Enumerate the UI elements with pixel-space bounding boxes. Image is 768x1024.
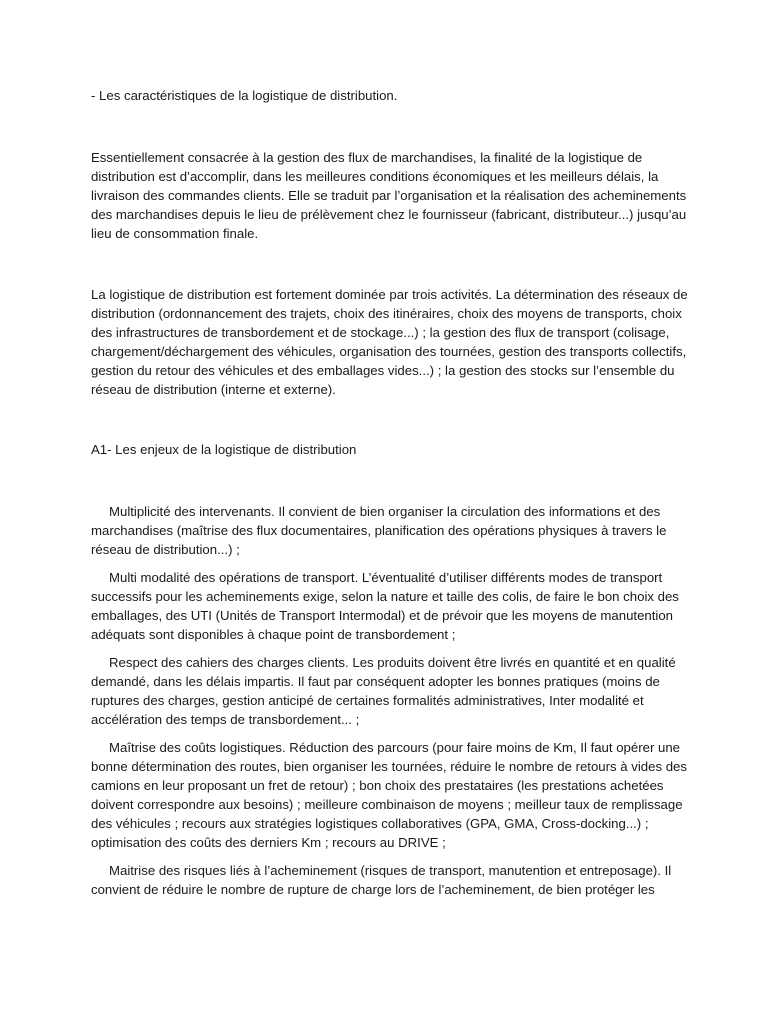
list-item: Multiplicité des intervenants. Il convient de bien organiser la circulation des informations et des marchandises (maîtrise des flux documentaires, planification des opérations physiques à travers le réseau de distribution...) ;	[91, 504, 667, 557]
list-item: Respect des cahiers des charges clients. Les produits doivent être livrés en quantité et en qualité demandé, dans les délais impartis. Il faut par conséquent adopter les bonnes pratiques (moins de ruptures des charges, gestion anticipé de certaines formalités administratives, Inter modalité et accélération des temps de transbordement... ;	[91, 655, 676, 727]
list-item: Maitrise des risques liés à l’acheminement (risques de transport, manutention et entreposage). Il convient de réduire le nombre de rupture de charge lors de l’acheminement, de bien protéger les	[91, 863, 672, 897]
section-heading: - Les caractéristiques de la logistique de distribution.	[91, 88, 398, 103]
list-item: Maîtrise des coûts logistiques. Réduction des parcours (pour faire moins de Km, Il faut opérer une bonne détermination des routes, bien organiser les tournées, réduire le nombre de retours à vides des camions en leur proposant un fret de retour) ; bon choix des prestataires (les prestations achetées doivent correspondre aux besoins) ; meilleure combinaison de moyens ; meilleur taux de remplissage des véhicules ; recours aux stratégies logistiques collaboratives (GPA, GMA, Cross-docking...) ; optimisation des coûts des derniers Km ; recours au DRIVE ;	[91, 740, 687, 850]
subsection-heading: A1- Les enjeux de la logistique de distribution	[91, 442, 357, 457]
paragraph-activities: La logistique de distribution est fortement dominée par trois activités. La détermination des réseaux de distribution (ordonnancement des trajets, choix des itinéraires, choix des moyens de transports, choix des infrastructures de transbordement et de stockage...) ; la gestion des flux de transport (colisage, chargement/déchargement des véhicules, organisation des tournées, gestion des transports collectifs, gestion du retour des véhicules et des emballages vides...) ; la gestion des stocks sur l’ensemble du réseau de distribution (interne et externe).	[91, 287, 688, 397]
paragraph-intro: Essentiellement consacrée à la gestion des flux de marchandises, la finalité de la logistique de distribution est d’accomplir, dans les meilleures conditions économiques et les meilleurs délais, la livraison des commandes clients. Elle se traduit par l’organisation et la réalisation des acheminements des marchandises depuis le lieu de prélèvement chez le fournisseur (fabricant, distributeur...) jusqu’au lieu de consommation finale.	[91, 150, 687, 241]
list-item: Multi modalité des opérations de transport. L’éventualité d’utiliser différents modes de transport successifs pour les acheminements exige, selon la nature et taille des colis, de faire le bon choix des emballages, des UTI (Unités de Transport Intermodal) et de prévoir que les moyens de manutention adéquats sont disponibles à chaque point de transbordement ;	[91, 570, 679, 642]
bullet-list	[91, 502, 691, 908]
